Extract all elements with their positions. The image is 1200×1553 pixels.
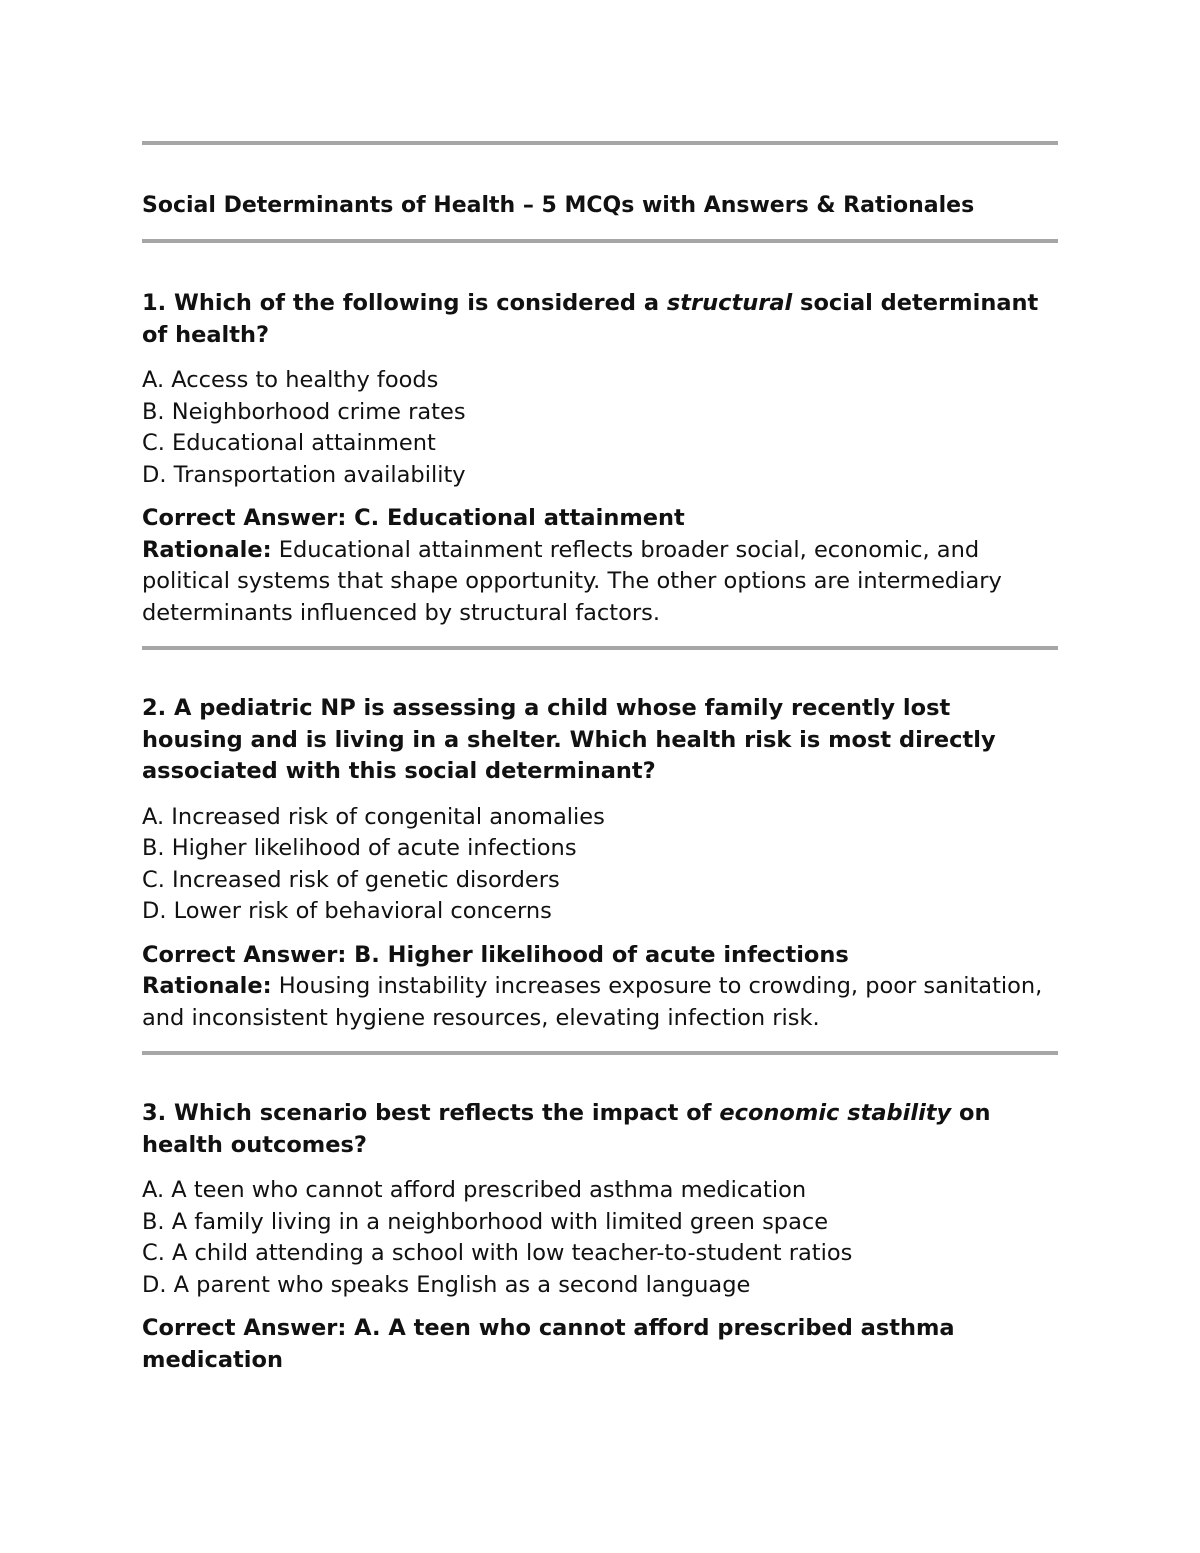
question-1-option-b: B. Neighborhood crime rates	[142, 398, 466, 425]
horizontal-rule	[142, 646, 1058, 650]
horizontal-rule	[142, 141, 1058, 145]
document-title: Social Determinants of Health – 5 MCQs with Answers & Rationales	[142, 193, 975, 218]
question-1-stem-end: social determinant of health?	[142, 290, 1039, 348]
horizontal-rule	[142, 239, 1058, 243]
question-2-option-b: B. Higher likelihood of acute infections	[142, 835, 577, 861]
question-1-stem	[142, 288, 1058, 351]
document-page	[142, 141, 1058, 1376]
question-3-option-b: B. A family living in a neighborhood with limited green space	[142, 1208, 829, 1235]
question-1-rationale	[142, 535, 1058, 630]
question-3-option-d: D. A parent who speaks English as a second language	[142, 1271, 751, 1298]
question-1-option-d: D. Transportation availability	[142, 461, 466, 488]
question-1-rationale-text: Educational attainment reflects broader social, economic, and political systems that shape opportunity. The other options are intermediary determinants influenced by structural factors.	[142, 536, 1002, 626]
question-3-stem-emphasis: economic stability	[719, 1100, 952, 1126]
question-1-option-a: A. Access to healthy foods	[142, 367, 439, 393]
question-1-option-c: C. Educational attainment	[142, 430, 436, 456]
rationale-label: Rationale:	[142, 536, 272, 563]
question-1-correct-answer: Correct Answer: C. Educational attainment	[142, 505, 685, 531]
question-1-stem-start: 1. Which of the following is considered a	[142, 290, 667, 316]
horizontal-rule	[142, 1051, 1058, 1055]
question-3-stem	[142, 1098, 1058, 1161]
question-2-stem-start: 2. A pediatric NP is assessing a child whose family recently lost housing and is living in a shelter. Which health risk is most directly associated with this social determinant?	[142, 695, 996, 784]
question-2-rationale	[142, 971, 1058, 1034]
question-1-stem-emphasis: structural	[666, 290, 793, 316]
question-2-option-c: C. Increased risk of genetic disorders	[142, 866, 560, 893]
rationale-label: Rationale:	[142, 973, 272, 999]
question-1-options	[142, 365, 1058, 491]
question-2-stem	[142, 693, 1058, 788]
question-2-correct-answer: Correct Answer: B. Higher likelihood of acute infections	[142, 941, 849, 968]
question-2-rationale-text: Housing instability increases exposure to crowding, poor sanitation, and inconsistent hygiene resources, elevating infection risk.	[142, 973, 1043, 1031]
question-3-correct-answer: Correct Answer: A. A teen who cannot afford prescribed asthma medication	[142, 1315, 955, 1373]
question-3-options	[142, 1175, 1058, 1301]
question-3-option-c: C. A child attending a school with low teacher-to-student ratios	[142, 1240, 853, 1266]
question-3-stem-start: 3. Which scenario best reflects the impact of	[142, 1100, 720, 1126]
question-2-options	[142, 802, 1058, 928]
question-3-stem-end: on health outcomes?	[142, 1100, 991, 1158]
question-2-option-d: D. Lower risk of behavioral concerns	[142, 898, 552, 924]
question-3-option-a: A. A teen who cannot afford prescribed asthma medication	[142, 1177, 807, 1203]
question-2-option-a: A. Increased risk of congenital anomalies	[142, 803, 605, 830]
